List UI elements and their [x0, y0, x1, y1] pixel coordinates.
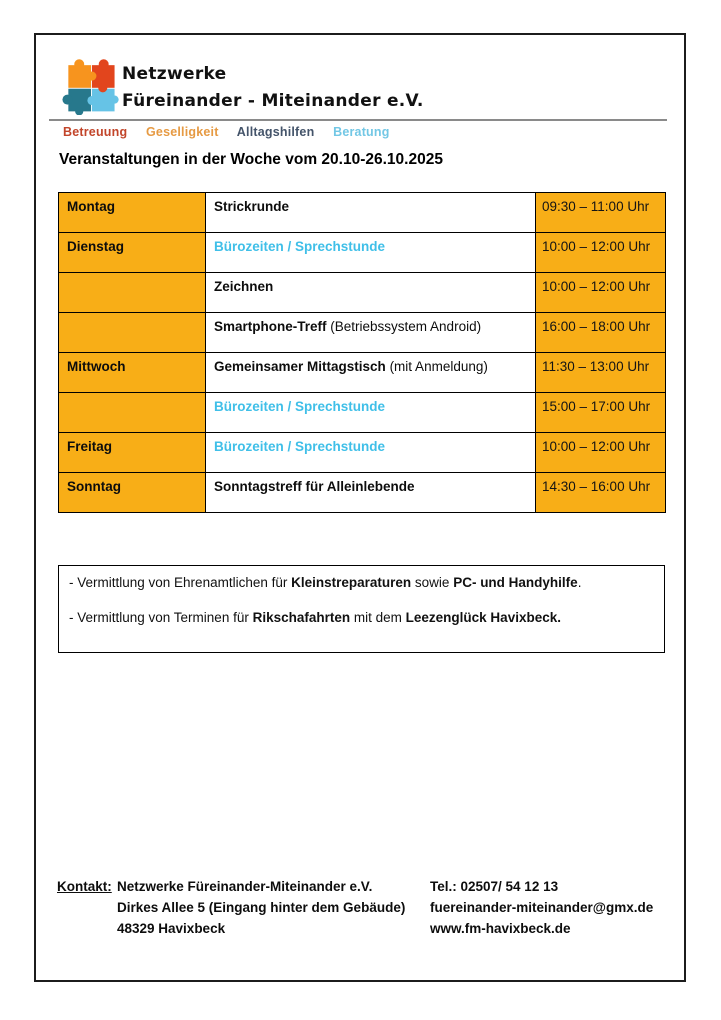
contact-street: Dirkes Allee 5 (Eingang hinter dem Gebäude) [117, 900, 406, 915]
note-line-2 [69, 610, 654, 625]
nav-item-betreuung: Betreuung [63, 125, 128, 139]
time-cell: 14:30 – 16:00 Uhr [536, 473, 666, 513]
puzzle-logo-icon [62, 57, 120, 115]
note-text: sowie [411, 575, 454, 590]
note-text: mit dem [350, 610, 406, 625]
day-cell: Montag [59, 193, 206, 233]
event-cell [206, 433, 536, 473]
services-note-box [58, 565, 665, 653]
note-bold: Leezenglück Havixbeck. [405, 610, 561, 625]
time-cell: 16:00 – 18:00 Uhr [536, 313, 666, 353]
note-bold: Rikschafahrten [252, 610, 351, 625]
week-heading: Veranstaltungen in der Woche vom 20.10-26.10.2025 [59, 151, 443, 168]
event-cell [206, 233, 536, 273]
event-title: Bürozeiten / Sprechstunde [214, 239, 386, 254]
event-cell [206, 193, 536, 233]
time-cell: 10:00 – 12:00 Uhr [536, 273, 666, 313]
day-cell [59, 313, 206, 353]
event-cell [206, 473, 536, 513]
event-title: Bürozeiten / Sprechstunde [214, 399, 386, 414]
org-title [122, 61, 424, 115]
day-cell [59, 393, 206, 433]
note-bold: Kleinstreparaturen [291, 575, 412, 590]
contact-email: fuereinander-miteinander@gmx.de [430, 900, 654, 915]
event-cell [206, 273, 536, 313]
note-text: - Vermittlung von Ehrenamtlichen für [69, 575, 292, 590]
event-title: Gemeinsamer Mittagstisch [214, 359, 386, 374]
contact-city: 48329 Havixbeck [117, 921, 226, 936]
event-title: Smartphone-Treff [214, 319, 327, 334]
contact-phone: Tel.: 02507/ 54 12 13 [430, 879, 559, 894]
contact-org-name: Netzwerke Füreinander-Miteinander e.V. [117, 879, 373, 894]
day-cell: Mittwoch [59, 353, 206, 393]
event-title: Zeichnen [214, 279, 274, 294]
nav-item-beratung: Beratung [333, 125, 390, 139]
category-nav [63, 125, 405, 139]
event-cell [206, 353, 536, 393]
event-title: Sonntagstreff für Alleinlebende [214, 479, 415, 494]
day-cell [59, 273, 206, 313]
contact-communication [430, 876, 653, 939]
header-divider [49, 119, 667, 121]
org-title-line1: Netzwerke [122, 64, 227, 84]
event-note: (Betriebssystem Android) [326, 319, 482, 334]
event-title: Strickrunde [214, 199, 290, 214]
contact-website: www.fm-havixbeck.de [430, 921, 571, 936]
org-title-line2: Füreinander - Miteinander e.V. [122, 91, 424, 111]
nav-item-alltagshilfen: Alltagshilfen [236, 125, 315, 139]
contact-label: Kontakt: [57, 879, 112, 894]
time-cell: 10:00 – 12:00 Uhr [536, 433, 666, 473]
note-line-1 [69, 575, 654, 590]
time-cell: 11:30 – 13:00 Uhr [536, 353, 666, 393]
nav-item-geselligkeit: Geselligkeit [146, 125, 219, 139]
schedule-table [58, 192, 666, 513]
day-cell: Dienstag [59, 233, 206, 273]
event-cell [206, 393, 536, 433]
event-cell [206, 313, 536, 353]
day-cell: Sonntag [59, 473, 206, 513]
time-cell: 10:00 – 12:00 Uhr [536, 233, 666, 273]
day-cell: Freitag [59, 433, 206, 473]
event-title: Bürozeiten / Sprechstunde [214, 439, 386, 454]
time-cell: 09:30 – 11:00 Uhr [536, 193, 666, 233]
note-text: . [577, 575, 582, 590]
flyer-page [34, 33, 686, 982]
note-text: - Vermittlung von Terminen für [69, 610, 253, 625]
event-note: (mit Anmeldung) [385, 359, 488, 374]
contact-address [117, 876, 405, 939]
note-bold: PC- und Handyhilfe [453, 575, 578, 590]
time-cell: 15:00 – 17:00 Uhr [536, 393, 666, 433]
